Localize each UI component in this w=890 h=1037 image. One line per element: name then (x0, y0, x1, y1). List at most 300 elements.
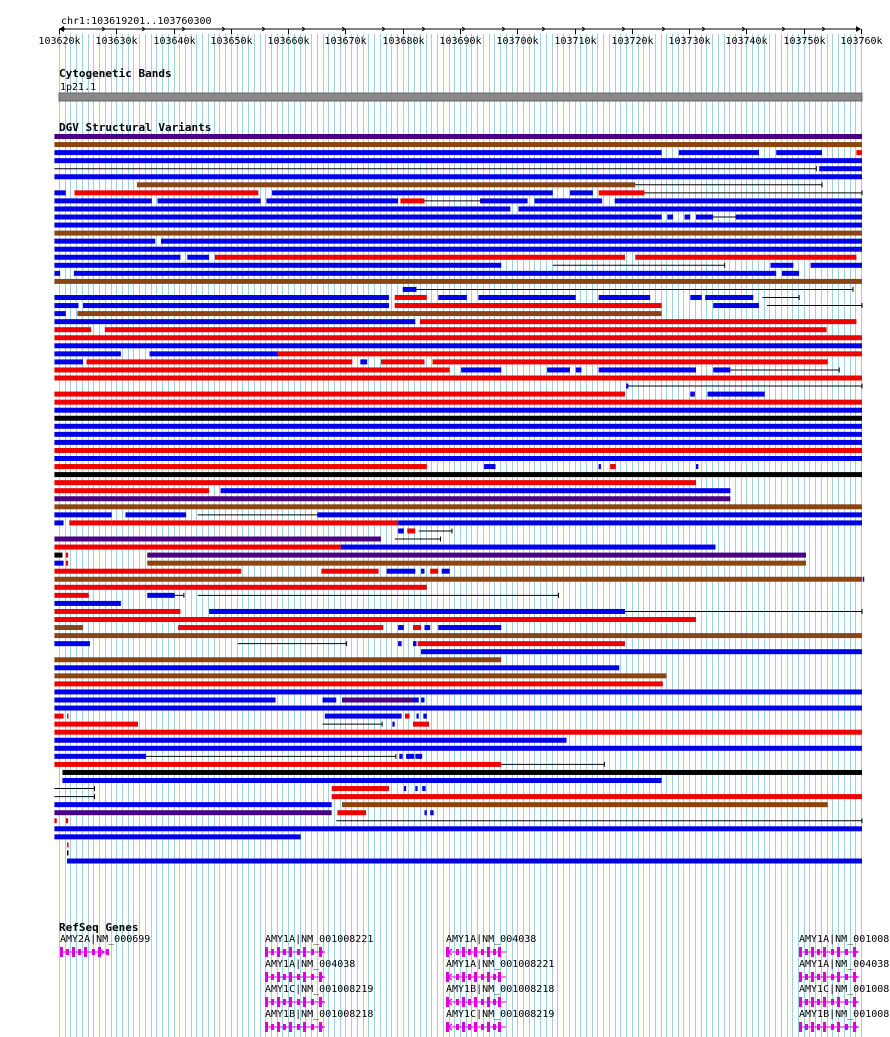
dgv-variant[interactable] (54, 343, 862, 348)
dgv-variant[interactable] (325, 714, 402, 719)
ruler-tick-label: 103740k (725, 36, 768, 47)
dgv-variant[interactable] (570, 190, 593, 195)
dgv-variant[interactable] (415, 786, 417, 791)
dgv-variant[interactable] (54, 577, 862, 582)
dgv-variant[interactable] (77, 311, 661, 316)
dgv-variant[interactable] (534, 198, 602, 203)
dgv-variant[interactable] (421, 569, 424, 574)
dgv-variant[interactable] (421, 649, 862, 654)
dgv-variant[interactable] (403, 287, 417, 292)
gene-label[interactable]: AMY1A|NM_001008 (799, 934, 890, 945)
dgv-variant[interactable] (54, 520, 63, 525)
dgv-variant[interactable] (398, 512, 862, 517)
gene-exon (72, 947, 75, 957)
dgv-variant[interactable] (54, 698, 275, 703)
dgv-variant[interactable] (478, 295, 575, 300)
region-label: chr1:103619201..103760300 (61, 16, 212, 27)
dgv-variant[interactable] (147, 553, 806, 558)
dgv-variant[interactable] (705, 295, 753, 300)
dgv-variant[interactable] (615, 198, 862, 203)
dgv-variant[interactable] (67, 842, 69, 847)
dgv-variant[interactable] (137, 182, 635, 187)
dgv-track (54, 121, 864, 864)
dgv-variant[interactable] (54, 480, 696, 485)
dgv-variant[interactable] (54, 247, 862, 252)
dgv-variant[interactable] (387, 569, 416, 574)
gene-exon (265, 997, 268, 1007)
dgv-variant[interactable] (398, 625, 404, 630)
gene-exon (462, 947, 465, 957)
gene-exon (837, 1022, 840, 1032)
dgv-variant[interactable] (54, 818, 56, 823)
gene-exon (265, 972, 268, 982)
gene-exon (831, 949, 834, 955)
dgv-variant[interactable] (54, 134, 862, 139)
dgv-variant[interactable] (54, 553, 62, 558)
ruler-tick-label: 103620k (38, 36, 81, 47)
dgv-variant[interactable] (54, 416, 862, 421)
dgv-variant[interactable] (418, 641, 625, 646)
gene-label[interactable]: AMY1C|NM_001008219 (265, 984, 374, 995)
dgv-variant[interactable] (406, 754, 414, 759)
dgv-variant[interactable] (161, 239, 862, 244)
dgv-variant[interactable] (430, 810, 433, 815)
gene-exon (853, 947, 856, 957)
dgv-variant[interactable] (66, 553, 68, 558)
dgv-variant[interactable] (54, 601, 120, 606)
dgv-variant[interactable] (74, 190, 258, 195)
gene-exon (805, 999, 808, 1005)
dgv-variant[interactable] (713, 367, 730, 372)
dgv-variant[interactable] (54, 432, 862, 437)
dgv-variant[interactable] (667, 215, 673, 220)
dgv-variant[interactable] (696, 464, 698, 469)
ruler-right-arrow (856, 26, 861, 32)
dgv-variant[interactable] (54, 633, 862, 638)
dgv-variant[interactable] (342, 802, 828, 807)
gene-exon (474, 1022, 477, 1032)
dgv-variant[interactable] (221, 488, 731, 493)
dgv-variant[interactable] (422, 786, 425, 791)
dgv-variant[interactable] (54, 545, 340, 550)
dgv-variant[interactable] (770, 263, 793, 268)
gene-label[interactable]: AMY1A|NM_004038 (446, 934, 537, 945)
dgv-variant[interactable] (407, 528, 415, 533)
dgv-variant[interactable] (690, 392, 695, 397)
gene-exon (823, 1022, 826, 1032)
ruler-tick-label: 103730k (668, 36, 711, 47)
gene-exon (303, 1022, 306, 1032)
dgv-variant[interactable] (318, 512, 398, 517)
dgv-variant[interactable] (690, 295, 701, 300)
dgv-variant[interactable] (484, 464, 495, 469)
dgv-variant[interactable] (776, 150, 822, 155)
ruler-tick-label: 103760k (840, 36, 883, 47)
dgv-variant[interactable] (679, 150, 759, 155)
dgv-variant[interactable] (54, 561, 63, 566)
dgv-variant[interactable] (404, 786, 406, 791)
dgv-variant[interactable] (54, 641, 90, 646)
dgv-variant[interactable] (54, 802, 331, 807)
gene-exon (271, 1024, 274, 1030)
dgv-variant[interactable] (105, 327, 827, 332)
gene-label[interactable]: AMY1C|NM_001008 (799, 984, 890, 995)
dgv-variant[interactable] (54, 456, 862, 461)
gene-exon (462, 972, 465, 982)
dgv-variant[interactable] (54, 585, 426, 590)
dgv-variant[interactable] (54, 158, 862, 163)
dgv-variant[interactable] (54, 215, 661, 220)
dgv-variant[interactable] (405, 714, 410, 719)
dgv-variant[interactable] (461, 367, 501, 372)
dgv-variant[interactable] (278, 351, 862, 356)
dgv-variant[interactable] (54, 295, 389, 300)
dgv-variant[interactable] (272, 190, 553, 195)
dgv-variant[interactable] (54, 472, 862, 477)
dgv-variant[interactable] (67, 850, 69, 855)
dgv-variant[interactable] (203, 367, 449, 372)
dgv-variant[interactable] (707, 392, 720, 397)
gene-exon (817, 1024, 820, 1030)
dgv-variant[interactable] (430, 569, 438, 574)
dgv-variant[interactable] (395, 303, 662, 308)
dgv-variant[interactable] (381, 359, 425, 364)
dgv-variant[interactable] (54, 239, 155, 244)
gene-exon (456, 949, 459, 955)
gene-exon (474, 947, 477, 957)
gene-exon (845, 974, 848, 980)
gene-exon (845, 1024, 848, 1030)
dgv-variant[interactable] (54, 754, 146, 759)
dgv-variant[interactable] (395, 295, 427, 300)
dgv-variant[interactable] (54, 311, 65, 316)
gene-exon (474, 972, 477, 982)
dgv-variant[interactable] (863, 577, 865, 582)
dgv-variant[interactable] (420, 319, 857, 324)
dgv-variant[interactable] (481, 198, 528, 203)
dgv-variant[interactable] (413, 641, 416, 646)
gene-exon (283, 974, 286, 980)
gene-exon (493, 1024, 496, 1030)
dgv-variant[interactable] (424, 625, 430, 630)
dgv-variant[interactable] (66, 818, 68, 823)
dgv-variant[interactable] (54, 223, 862, 228)
gene-exon (837, 972, 840, 982)
dgv-variant[interactable] (54, 319, 415, 324)
dgv-variant[interactable] (323, 738, 567, 743)
dgv-variant[interactable] (54, 657, 501, 662)
dgv-variant[interactable] (332, 794, 862, 799)
gene-exon (487, 947, 490, 957)
gene-exon (271, 949, 274, 955)
dgv-variant[interactable] (54, 198, 151, 203)
gene-label[interactable]: AMY1A|NM_001008221 (446, 959, 555, 970)
dgv-variant[interactable] (54, 255, 180, 260)
gene-exon (498, 997, 501, 1007)
dgv-variant[interactable] (811, 263, 862, 268)
dgv-variant[interactable] (736, 215, 862, 220)
dgv-variant[interactable] (54, 689, 862, 694)
dgv-variant[interactable] (54, 351, 120, 356)
gene-exon (493, 974, 496, 980)
dgv-variant[interactable] (158, 198, 261, 203)
dgv-variant[interactable] (62, 770, 862, 775)
gene-exon (271, 974, 274, 980)
dgv-variant[interactable] (433, 359, 828, 364)
dgv-variant[interactable] (54, 359, 83, 364)
dgv-variant[interactable] (599, 464, 601, 469)
dgv-variant[interactable] (83, 303, 389, 308)
ruler-tick-label: 103670k (324, 36, 367, 47)
gene-label[interactable]: AMY2A|NM_000699 (60, 934, 151, 945)
dgv-variant[interactable] (86, 359, 352, 364)
dgv-variant[interactable] (665, 673, 667, 678)
gene-label[interactable]: AMY1A|NM_004038 (265, 959, 356, 970)
dgv-variant[interactable] (54, 593, 88, 598)
dgv-variant[interactable] (856, 150, 862, 155)
dgv-variant[interactable] (54, 810, 331, 815)
dgv-variant[interactable] (54, 512, 111, 517)
dgv-variant[interactable] (54, 496, 730, 501)
gene-exon (468, 999, 471, 1005)
dgv-variant[interactable] (415, 754, 422, 759)
dgv-variant[interactable] (54, 142, 862, 147)
ruler (38, 16, 882, 47)
dgv-variant[interactable] (54, 738, 322, 743)
gene-exon (319, 947, 322, 957)
dgv-variant[interactable] (266, 198, 398, 203)
dgv-variant[interactable] (54, 834, 300, 839)
dgv-variant[interactable] (398, 520, 862, 525)
dgv-variant[interactable] (424, 810, 426, 815)
dgv-variant[interactable] (178, 625, 383, 630)
gene-exon (319, 972, 322, 982)
dgv-variant[interactable] (54, 271, 60, 276)
gene-exon (481, 1024, 484, 1030)
gene-exon (456, 1024, 459, 1030)
dgv-variant[interactable] (54, 722, 138, 727)
dgv-variant[interactable] (54, 448, 862, 453)
gene-exon (805, 949, 808, 955)
dgv-variant[interactable] (54, 231, 862, 236)
dgv-variant[interactable] (54, 190, 65, 195)
gene-exon (468, 974, 471, 980)
dgv-variant[interactable] (626, 384, 628, 389)
gene-exon (845, 949, 848, 955)
dgv-variant[interactable] (782, 271, 799, 276)
dgv-variant[interactable] (399, 754, 402, 759)
gene-label[interactable]: AMY1B|NM_001008 (799, 1009, 890, 1020)
dgv-variant[interactable] (125, 512, 186, 517)
dgv-variant[interactable] (398, 528, 404, 533)
dgv-variant[interactable] (62, 778, 661, 783)
dgv-variant[interactable] (54, 762, 501, 767)
dgv-variant[interactable] (54, 327, 91, 332)
dgv-variant[interactable] (215, 255, 625, 260)
gene-exon (474, 997, 477, 1007)
gene-exon (805, 974, 808, 980)
dgv-variant[interactable] (54, 408, 862, 413)
gene-exon (487, 972, 490, 982)
dgv-variant[interactable] (54, 367, 203, 372)
gene-label[interactable]: AMY1C|NM_001008219 (446, 1009, 555, 1020)
dgv-variant[interactable] (54, 424, 862, 429)
gene-label[interactable]: AMY1A|NM_004038 (799, 959, 890, 970)
dgv-variant[interactable] (54, 464, 426, 469)
dgv-variant[interactable] (720, 392, 765, 397)
dgv-variant[interactable] (54, 537, 381, 542)
dgv-variant[interactable] (54, 206, 510, 211)
dgv-variant[interactable] (599, 295, 651, 300)
gene-label[interactable]: AMY1A|NM_001008221 (265, 934, 374, 945)
dgv-variant[interactable] (147, 561, 806, 566)
gene-exon (853, 1022, 856, 1032)
dgv-variant[interactable] (54, 150, 661, 155)
dgv-variant[interactable] (518, 206, 862, 211)
gene-exon (481, 974, 484, 980)
gene-label[interactable]: AMY1B|NM_001008218 (446, 984, 555, 995)
dgv-variant[interactable] (54, 681, 662, 686)
dgv-variant[interactable] (54, 174, 862, 179)
dgv-variant[interactable] (54, 714, 63, 719)
dgv-variant[interactable] (54, 303, 78, 308)
gene-exon (311, 999, 314, 1005)
dgv-variant[interactable] (54, 665, 619, 670)
dgv-variant[interactable] (438, 295, 467, 300)
gene-exon (92, 949, 95, 955)
gene-exon (817, 949, 820, 955)
gene-exon (303, 947, 306, 957)
dgv-variant[interactable] (54, 440, 862, 445)
dgv-variant[interactable] (400, 198, 424, 203)
ruler-tick-label: 103640k (153, 36, 196, 47)
dgv-variant[interactable] (147, 593, 174, 598)
dgv-variant[interactable] (413, 722, 429, 727)
cytoband-bar[interactable] (59, 93, 862, 101)
dgv-variant[interactable] (54, 392, 625, 397)
dgv-variant[interactable] (54, 279, 862, 284)
dgv-variant[interactable] (442, 569, 450, 574)
gene-exon (462, 997, 465, 1007)
gene-exon (78, 949, 81, 955)
ruler-tick-label: 103690k (439, 36, 482, 47)
dgv-variant[interactable] (423, 714, 426, 719)
gene-exon (106, 949, 109, 955)
dgv-variant[interactable] (416, 714, 418, 719)
dgv-variant[interactable] (150, 351, 278, 356)
gene-exon (799, 997, 802, 1007)
dgv-variant[interactable] (54, 673, 665, 678)
gene-exon (817, 974, 820, 980)
dgv-variant[interactable] (360, 359, 367, 364)
dgv-variant[interactable] (67, 859, 862, 864)
dgv-variant[interactable] (421, 698, 424, 703)
dgv-variant[interactable] (398, 641, 401, 646)
gene-exon (283, 999, 286, 1005)
dgv-variant[interactable] (209, 609, 625, 614)
dgv-variant[interactable] (337, 810, 366, 815)
dgv-variant[interactable] (713, 303, 759, 308)
dgv-variant[interactable] (332, 786, 389, 791)
gene-exon (823, 972, 826, 982)
dgv-variant[interactable] (392, 722, 394, 727)
ruler-tick-label: 103710k (554, 36, 597, 47)
gene-exon (297, 949, 300, 955)
dgv-variant[interactable] (69, 520, 111, 525)
dgv-variant[interactable] (54, 376, 862, 381)
dgv-variant[interactable] (547, 367, 570, 372)
dgv-variant[interactable] (54, 706, 862, 711)
dgv-variant[interactable] (599, 190, 645, 195)
dgv-variant[interactable] (413, 625, 421, 630)
dgv-variant[interactable] (635, 255, 856, 260)
dgv-variant[interactable] (685, 215, 691, 220)
dgv-variant[interactable] (54, 400, 862, 405)
gene-exon (319, 997, 322, 1007)
gene-exon (493, 949, 496, 955)
gene-exon (311, 949, 314, 955)
dgv-variant[interactable] (54, 746, 862, 751)
gene-exon (799, 972, 802, 982)
gene-exon (289, 1022, 292, 1032)
dgv-variant[interactable] (576, 367, 582, 372)
dgv-variant[interactable] (610, 464, 616, 469)
ruler-tick-label: 103680k (382, 36, 425, 47)
dgv-variant[interactable] (54, 488, 209, 493)
gene-exon (98, 947, 101, 957)
gene-exon (311, 974, 314, 980)
dgv-variant[interactable] (54, 335, 862, 340)
dgv-variant[interactable] (321, 569, 378, 574)
gene-exon (831, 999, 834, 1005)
gene-exon (498, 947, 501, 957)
ruler-tick-label: 103750k (783, 36, 826, 47)
dgv-variant[interactable] (54, 617, 696, 622)
gene-exon (831, 1024, 834, 1030)
gene-exon (311, 1024, 314, 1030)
dgv-variant[interactable] (323, 698, 337, 703)
dgv-variant[interactable] (187, 255, 209, 260)
gene-exon (277, 997, 280, 1007)
gene-exon (468, 1024, 471, 1030)
dgv-variant[interactable] (74, 271, 776, 276)
dgv-variant[interactable] (54, 263, 501, 268)
dgv-variant[interactable] (696, 215, 713, 220)
dgv-variant[interactable] (341, 545, 716, 550)
dgv-variant[interactable] (66, 561, 68, 566)
dgv-variant[interactable] (54, 504, 862, 509)
dgv-variant[interactable] (54, 609, 180, 614)
dgv-variant[interactable] (599, 367, 696, 372)
dgv-variant[interactable] (67, 714, 69, 719)
dgv-variant[interactable] (54, 826, 862, 831)
gene-exon (277, 947, 280, 957)
gene-exon (265, 1022, 268, 1032)
dgv-variant[interactable] (413, 698, 419, 703)
gene-exon (297, 1024, 300, 1030)
gene-exon (823, 947, 826, 957)
dgv-variant[interactable] (112, 520, 398, 525)
dgv-variant[interactable] (54, 625, 83, 630)
refseq-track-title: RefSeq Genes (59, 921, 139, 934)
dgv-variant[interactable] (54, 730, 862, 735)
dgv-variant[interactable] (819, 166, 862, 171)
dgv-variant[interactable] (438, 625, 501, 630)
dgv-variant[interactable] (342, 698, 413, 703)
gene-label[interactable]: AMY1B|NM_001008218 (265, 1009, 374, 1020)
dgv-variant[interactable] (54, 569, 241, 574)
ruler-tick-label: 103720k (611, 36, 654, 47)
